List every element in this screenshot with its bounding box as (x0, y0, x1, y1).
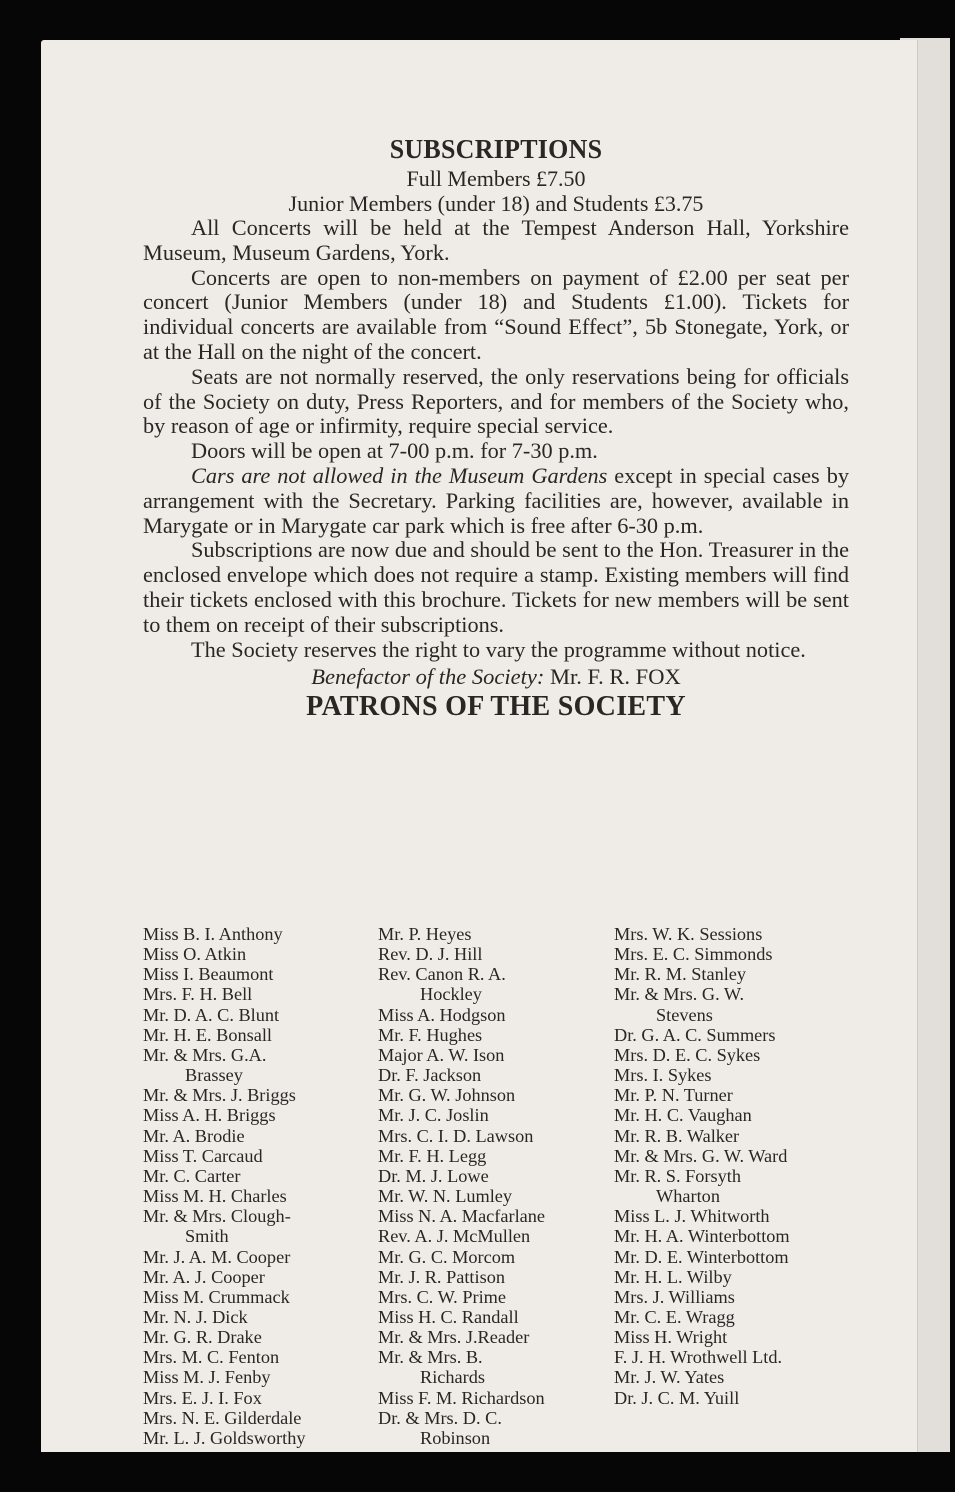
patron-name: Miss T. Carcaud (143, 1145, 263, 1166)
patron-name-continued: Smith (185, 1226, 229, 1247)
paragraph-programme-notice (143, 638, 849, 663)
patron-name: Mr. H. L. Wilby (614, 1266, 732, 1287)
patron-name: Mr. D. A. C. Blunt (143, 1004, 280, 1025)
subscriptions-heading: SUBSCRIPTIONS (389, 134, 603, 164)
patron-name: Miss O. Atkin (143, 944, 247, 965)
patron-name: Miss L. J. Whitworth (614, 1206, 770, 1227)
patron-name: Mr. P. N. Turner (614, 1085, 733, 1106)
page-content (143, 132, 849, 1448)
patron-name: Miss N. A. Macfarlane (378, 1206, 546, 1227)
patrons-heading: PATRONS OF THE SOCIETY (306, 691, 686, 723)
paragraph-seats (143, 365, 849, 439)
patron-name: Mr. F. Hughes (378, 1024, 483, 1045)
paragraph-text: except in special cases by arrangement with the Secretary. Parking facilities are, however, available in Marygate or in Marygate car park which is free after 6-30 p.m. (143, 462, 849, 538)
patron-name: Mr. & Mrs. G. W. Ward (614, 1145, 788, 1166)
patron-name: Mrs. C. W. Prime (378, 1286, 506, 1307)
patron-name-continued: Richards (420, 1367, 485, 1388)
patron-name: Mr. & Mrs. J. Briggs (143, 1085, 296, 1106)
patron-name: Mr. R. S. Forsyth (614, 1165, 741, 1186)
patron-name-continued: Hockley (420, 984, 482, 1005)
patron-name-continued: Stevens (656, 1004, 713, 1025)
benefactor-name: Mr. F. R. FOX (549, 664, 681, 690)
paragraph-text: Doors will be open at 7-00 p.m. for 7-30 p.m. (191, 438, 598, 464)
patron-name: Mr. & Mrs. G.A. (143, 1044, 267, 1065)
patron-name: Dr. M. J. Lowe (378, 1165, 489, 1186)
patron-name: Mr. & Mrs. B. (378, 1347, 483, 1368)
paragraph-text: Subscriptions are now due and should be sent to the Hon. Treasurer in the enclosed envelope which does not require a stamp. Existing members will find their tickets enclosed with this brochure. Tickets for new members will be sent to them on receipt of their subscriptions. (143, 537, 849, 637)
patron-name: Mr. C. Carter (143, 1165, 241, 1186)
patron-name: Miss M. J. Fenby (143, 1367, 271, 1388)
patron-name: Dr. F. Jackson (378, 1065, 482, 1086)
benefactor-line (143, 664, 849, 690)
brochure-page (41, 40, 917, 1452)
full-members-rate: Full Members £7.50 (406, 166, 586, 191)
patron-name: Miss M. Crummack (143, 1286, 290, 1307)
patron-name: Mr. & Mrs. Clough- (143, 1206, 291, 1227)
paragraph-doors (143, 439, 849, 464)
cars-emphasis: Cars are not allowed in the Museum Gardens (191, 462, 608, 488)
patron-name: Mr. P. Heyes (378, 924, 472, 944)
patron-name: Miss H. C. Randall (378, 1306, 519, 1327)
patron-name: Mrs. F. H. Bell (143, 984, 253, 1005)
paragraph-text: All Concerts will be held at the Tempest Anderson Hall, Yorkshire Museum, Museum Gardens, York. (143, 215, 849, 265)
patron-name: Mr. H. C. Vaughan (614, 1105, 752, 1126)
junior-members-rate: Junior Members (under 18) and Students £3.75 (288, 191, 704, 216)
paragraph-cars (143, 464, 849, 538)
patron-name: Mr. A. Brodie (143, 1125, 245, 1146)
patron-name: Major A. W. Ison (378, 1044, 505, 1065)
patron-name: Mr. J. R. Pattison (378, 1266, 505, 1287)
benefactor-label: Benefactor of the Society: (311, 664, 545, 690)
patron-name: Mr. & Mrs. J.Reader (378, 1327, 530, 1348)
patron-name: F. J. H. Wrothwell Ltd. (614, 1347, 783, 1368)
patron-name: Miss A. H. Briggs (143, 1105, 276, 1126)
patron-name-continued: Wharton (656, 1186, 720, 1207)
patron-name: Mr. G. W. Johnson (378, 1085, 516, 1106)
patron-name: Rev. D. J. Hill (378, 944, 483, 965)
patron-name: Mrs. C. I. D. Lawson (378, 1125, 534, 1146)
patron-name: Miss I. Beaumont (143, 964, 274, 985)
patron-name: Rev. A. J. McMullen (378, 1226, 531, 1247)
patron-name: Mrs. E. J. I. Fox (143, 1387, 262, 1408)
patron-name: Mr. D. E. Winterbottom (614, 1246, 789, 1267)
patron-name: Miss F. M. Richardson (378, 1387, 545, 1408)
patron-name: Mr. R. B. Walker (614, 1125, 740, 1146)
patron-name: Miss M. H. Charles (143, 1186, 287, 1207)
patron-name: Mr. H. A. Winterbottom (614, 1226, 790, 1247)
paragraph-non-members (143, 266, 849, 365)
patron-name: Mr. J. C. Joslin (378, 1105, 489, 1126)
patron-name: Miss H. Wright (614, 1327, 728, 1348)
patron-name: Miss A. Hodgson (378, 1004, 506, 1025)
patron-name: Dr. G. A. C. Summers (614, 1024, 776, 1045)
patron-name: Mr. A. J. Cooper (143, 1266, 265, 1287)
patron-name: Mr. J. A. M. Cooper (143, 1246, 291, 1267)
patron-name: Mr. J. W. Yates (614, 1367, 725, 1388)
patron-name: Mrs. I. Sykes (614, 1065, 712, 1086)
patron-name: Mrs. W. K. Sessions (614, 924, 763, 944)
paragraph-text: The Society reserves the right to vary the programme without notice. (191, 636, 806, 662)
patron-name: Mr. L. J. Goldsworthy (143, 1427, 306, 1448)
patron-name: Dr. J. C. M. Yuill (614, 1387, 740, 1408)
patrons-column-1 (143, 924, 306, 1448)
patron-name: Mrs. E. C. Simmonds (614, 944, 773, 965)
patron-name: Mr. H. E. Bonsall (143, 1024, 272, 1045)
paragraph-subscriptions-due (143, 538, 849, 637)
paragraph-text: Concerts are open to non-members on payment of £2.00 per seat per concert (Junior Members (under 18) and Students £1.00). Tickets for individual concerts are available from “Sound Effect”, 5b Stonegate, York, or at the Hall on the night of the concert. (143, 264, 849, 364)
patron-name: Mr. W. N. Lumley (378, 1186, 513, 1207)
patron-name: Mrs. N. E. Gilderdale (143, 1407, 302, 1428)
patron-name: Miss B. I. Anthony (143, 924, 283, 944)
patron-name-continued: Robinson (420, 1427, 491, 1448)
patron-name: Rev. Canon R. A. (378, 964, 506, 985)
patron-name: Mr. R. M. Stanley (614, 964, 747, 985)
patron-name: Mrs. D. E. C. Sykes (614, 1044, 761, 1065)
patron-name-continued: Brassey (185, 1065, 243, 1086)
patron-name: Mrs. J. Williams (614, 1286, 735, 1307)
patron-name: Mrs. M. C. Fenton (143, 1347, 280, 1368)
patron-name: Mr. N. J. Dick (143, 1306, 248, 1327)
paragraph-text: Seats are not normally reserved, the only reservations being for officials of the Society on duty, Press Reporters, and for members of the Society who, by reason of age or infirmity, require special service. (143, 363, 849, 439)
patron-name: Mr. C. E. Wragg (614, 1306, 735, 1327)
paragraph-venue (143, 216, 849, 266)
patron-name: Dr. & Mrs. D. C. (378, 1407, 502, 1428)
patrons-column-2 (378, 924, 545, 1448)
patrons-column-3 (614, 924, 790, 1408)
patron-name: Mr. G. R. Drake (143, 1327, 262, 1348)
patron-name: Mr. G. C. Morcom (378, 1246, 516, 1267)
patron-name: Mr. & Mrs. G. W. (614, 984, 745, 1005)
patron-name: Mr. F. H. Legg (378, 1145, 487, 1166)
